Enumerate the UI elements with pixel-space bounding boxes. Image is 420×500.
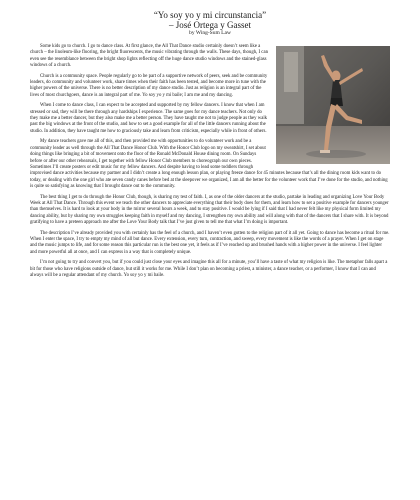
essay-paragraph: I’m not going to try and convert you, but if you could just close your eyes and imagine this all for a minute, you’ll have a taste of what my religion is like. The metaphor falls apart a bit for those who have religions outside of dance, but still it works for me. While I don’t plan on becoming a priest, a minister, a dance teacher, or a performer, I know that I can and always will be a regular attendant of my church. Yo soy yo y mi baile. <box>30 260 388 278</box>
essay-paragraph: When I come to dance class, I can expect to be accepted and supported by my fellow dancers. I know that when I am stressed or sad, they will be there through any hardships I experience. The same goes for my dance teachers. Not only do they make me a better dancer, but they also make me a better person. They have taught me not to judge people as they walk past the big windows at the front of the studio, and how to set a good example for all of the little dancers running about the studio. In addition, they have taught me how to graciously take and learn from criticism, especially while in front of others. <box>30 103 268 134</box>
essay-title-attribution: – José Ortega y Gasset <box>169 20 251 30</box>
essay-paragraph: Church is a community space. People regularly go to be part of a supportive network of peers, seek and be community leaders, do community and volunteer work, share times when their faith has been tested, and become more in tune with the higher powers of the universe. There is no better description of my dance studio. Just as religion is an integral part of the lives of most churchgoers, dance is an integral part of me. Yo soy yo y mi baile; I am me and my dancing. <box>30 73 268 98</box>
essay-paragraph: My dance teachers gave me all of this, and then provided me with opportunities to do volunteer work and be a community leader as well through the All That Dance Honor Club. With the Honor Club logo on my sweatshirt, I set about doing things like bringing a bit of movement onto the floor of the Ronald McDonald House dining room. On Sundays before or after our other rehearsals, I get together with fellow Honor Club members to choreograph our own pieces. Sometimes I’ll create posters or edit music for my fellow dancers. And despite having to lead some toddlers through improvised dance activities because my partner and I didn’t create a long enough lesson plan, or playing freeze dance for 45 minutes because that’s all the dining room kids want to do today, or dealing with the one girl who ate seven candy canes before bed at the sleepover we organized, I am all the better for the volunteer work that I’ve done for the studio, and nothing is quite so satisfying as knowing that I brought dance out to the community. <box>30 139 388 190</box>
essay-title: “Yo soy yo y mi circunstancia” <box>153 10 267 20</box>
dancer-photo <box>276 46 390 164</box>
essay-paragraph: The description I’ve already provided you with certainly has the feel of a church, and I haven’t even gotten to the religion part of it all yet. Going to dance has become a ritual for me. When I enter the space, I try to empty my mind of all but dance. Every extension, every turn, contraction, and sweep, every movement is like the words of a prayer. When I get on stage and the music jumps to life, and for some reason this particular run is the best one yet, it feels as if I’ve reached up and brushed hands with a higher power in the universe. I feel lighter and more powerful all at once, and I can express in a way that is completely unique. <box>30 230 390 255</box>
essay-paragraph: The best thing I get to do through the Honor Club, though, is sharing my test of faith. I, as one of the older dancers at the studio, partake in leading and organizing Love Your Body Week at All That Dance. Through this event we teach the other dancers to appreciate everything that their body does for them, and learn how to set a positive example for dancers younger than themselves. It is hard to look at your body in the mirror several hours a week, and to stay positive. I would be lying if I said that I had never felt like my physical form limited my dancing ability, but by sharing my own struggles keeping faith in myself and my dancing, I strengthen my own ability and will along with that of the dancers that I share with. It is beyond gratifying to have a preteen approach me after the Love Your Body talk that I’ve just given to tell me that what I’m doing is important. <box>30 194 389 226</box>
essay-paragraph: Some kids go to church. I go to dance class. At first glance, the All That Dance studio certainly doesn’t seem like a church – the linoleum-like flooring, the bright fluorescents, the music vibrating through the walls. These days, though, I can even see the resemblance between the bright shop lights reflecting off the huge dance studio windows and the stained-glass windows of a church. <box>30 44 268 69</box>
title-block <box>30 10 390 37</box>
essay-byline: by Wing-Sum Law <box>189 30 231 36</box>
